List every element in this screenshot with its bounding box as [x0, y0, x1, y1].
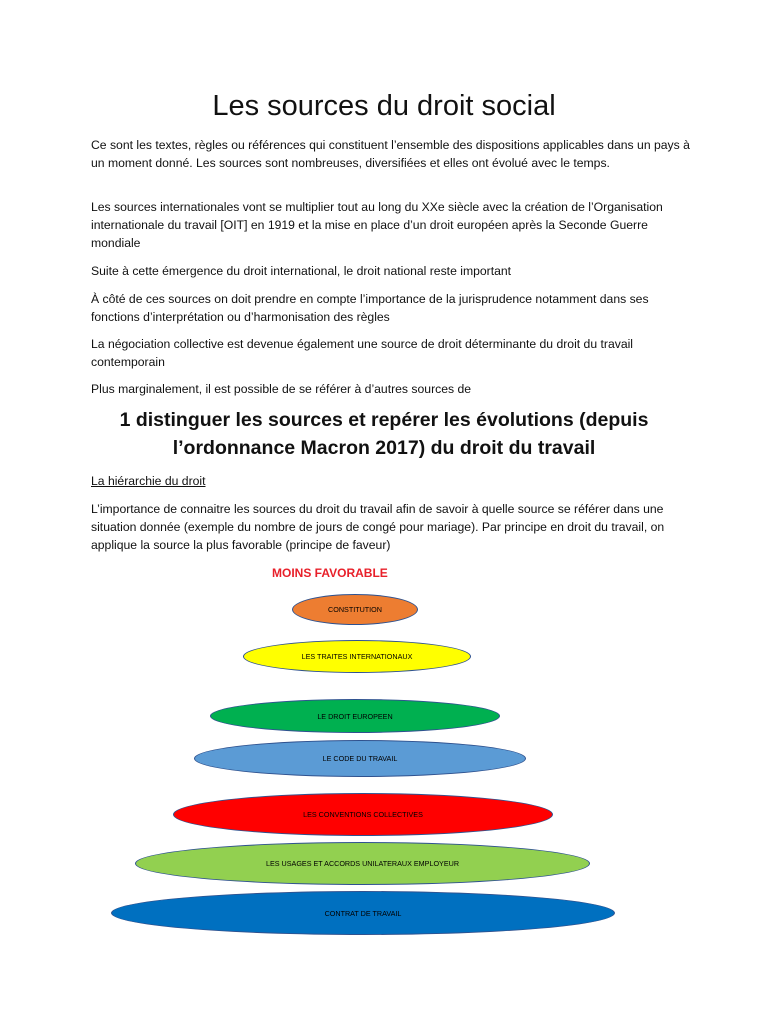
layer-label: LES CONVENTIONS COLLECTIVES: [303, 810, 423, 819]
paragraph-national-law: Suite à cette émergence du droit international, le droit national reste important: [91, 264, 512, 278]
paragraph-international-sources: Les sources internationales vont se multiplier tout au long du XXe siècle avec la création de l’Organisation internationale du travail [OIT] en 1919 et la mise en place d’un droit européen après la Seconde Guerre mondiale: [91, 200, 663, 250]
layer-label: CONSTITUTION: [328, 605, 382, 614]
layer-label: LE DROIT EUROPEEN: [317, 711, 393, 721]
paragraph-collective-negotiation: La négociation collective est devenue également une source de droit déterminante du droit du travail contemporain: [91, 337, 634, 369]
pyramid-layer-code-du-travail: [194, 740, 526, 777]
layer-label: LES USAGES ET ACCORDS UNILATERAUX EMPLOYEUR: [265, 859, 460, 868]
pyramid-layer-contrat-de-travail: [111, 891, 615, 935]
layer-label: LES TRAITES INTERNATIONAUX: [301, 652, 413, 661]
pyramid-layer-conventions-collectives: [173, 793, 553, 836]
section-heading: 1 distinguer les sources et repérer les évolutions (depuis l’ordonnance Macron 2017) du droit du travail: [119, 409, 649, 459]
page-title: Les sources du droit social: [212, 90, 556, 122]
paragraph-intro: L’importance de connaitre les sources du droit du travail afin de savoir à quelle source se référer dans une situation donnée (exemple du nombre de jours de congé pour mariage). Par principe en droit du travail, on applique la source la plus favorable (principe de faveur): [91, 502, 665, 552]
subheading-hierarchy: La hiérarchie du droit: [91, 474, 206, 488]
pyramid-layer-constitution: [292, 594, 418, 625]
pyramid-label: MOINS FAVORABLE: [272, 566, 388, 580]
pyramid-layer-droit-europeen: [210, 699, 500, 733]
layer-label: LE CODE DU TRAVAIL: [322, 754, 398, 763]
pyramid-layer-traites-internationaux: [243, 640, 471, 673]
paragraph-definition: Ce sont les textes, règles ou références qui constituent l’ensemble des dispositions applicables dans un pays à un moment donné. Les sources sont nombreuses, diversifiées et elles ont évolué avec le temps.: [91, 138, 690, 170]
paragraph-jurisprudence: À côté de ces sources on doit prendre en compte l’importance de la jurisprudence notamment dans ses fonctions d’interprétation ou d’harmonisation des règles: [91, 292, 649, 324]
layer-label: CONTRAT DE TRAVAIL: [324, 908, 402, 918]
paragraph-other-sources: Plus marginalement, il est possible de se référer à d’autres sources de: [91, 382, 472, 396]
pyramid-layer-usages-accords: [135, 842, 590, 885]
